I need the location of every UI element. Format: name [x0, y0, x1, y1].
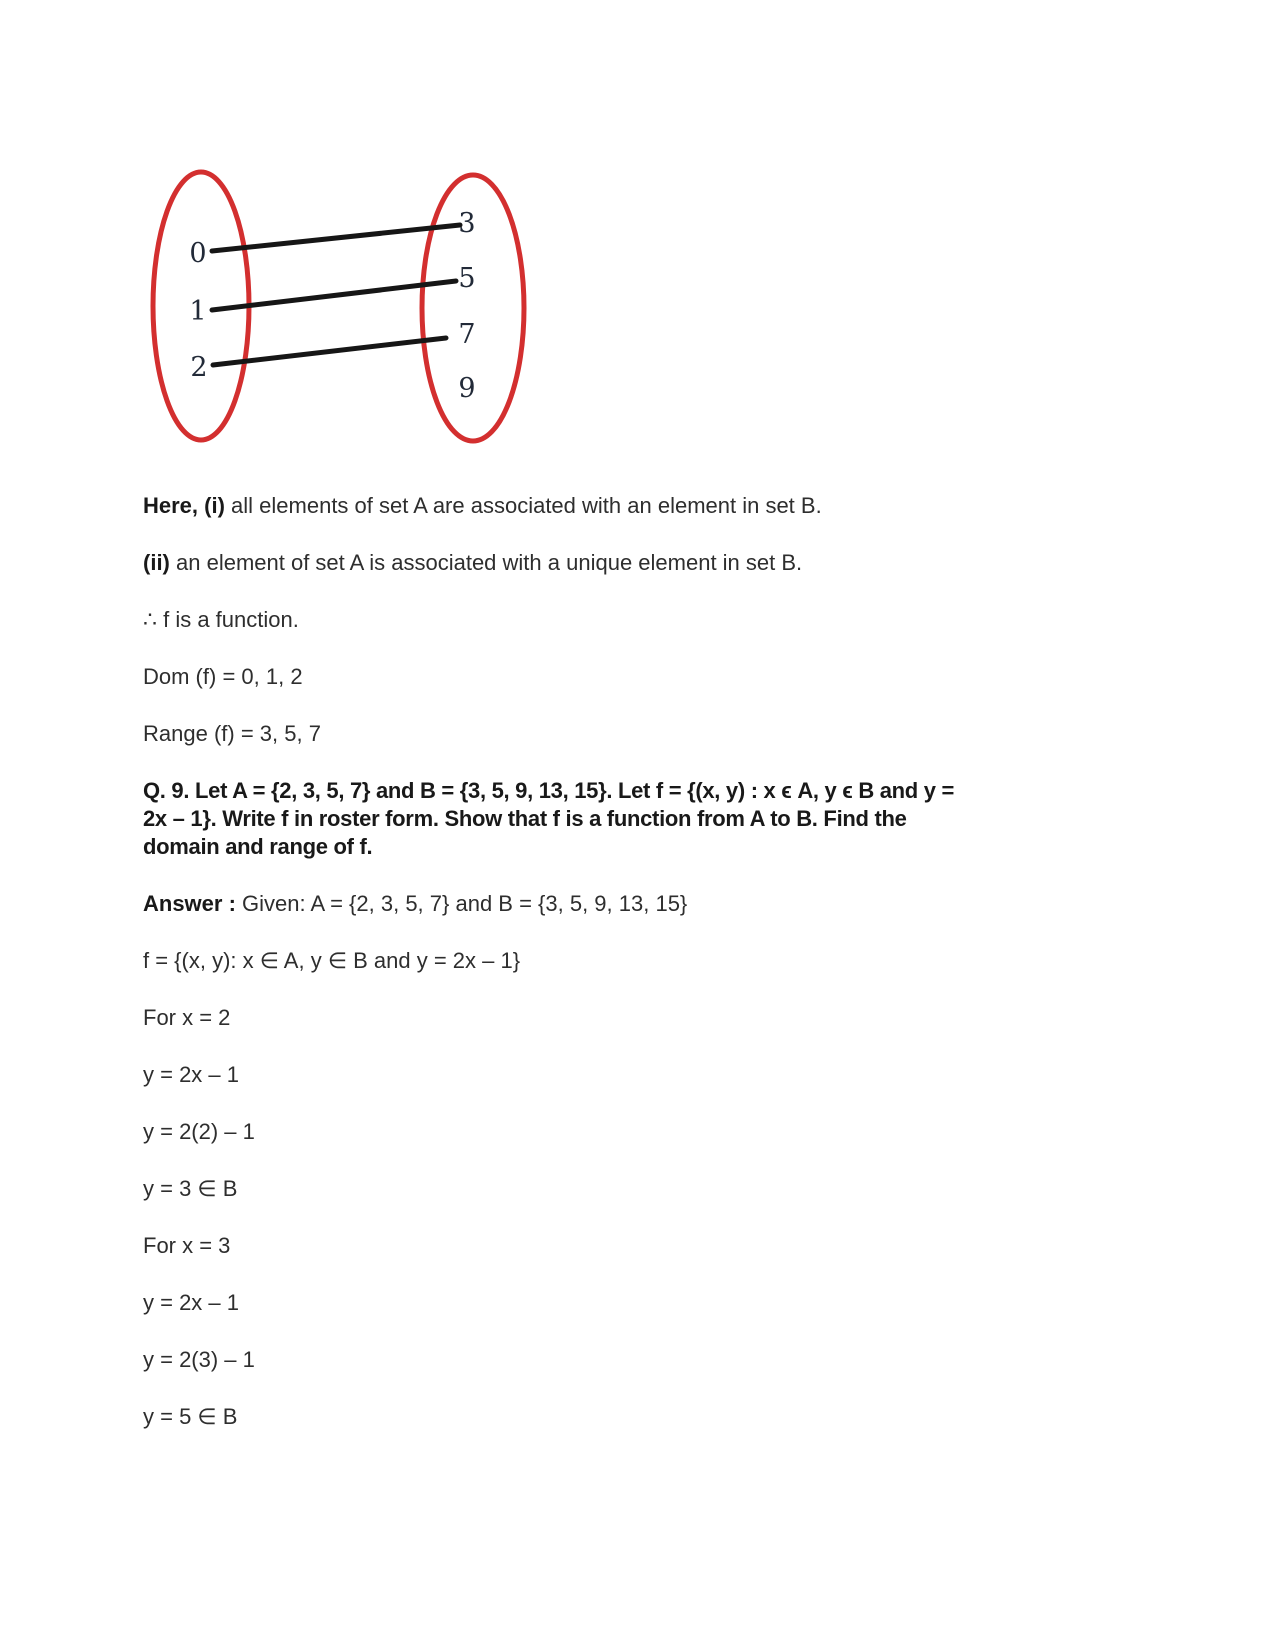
statement-ii-bold: (ii) [143, 550, 170, 575]
set-b-element-9: 9 [458, 373, 476, 404]
statement-here-i-text: all elements of set A are associated with an element in set B. [224, 493, 822, 518]
set-b-element-7: 7 [458, 319, 476, 350]
question-9-line-1: Q. 9. Let A = {2, 3, 5, 7} and B = {3, 5, 9, 13, 15}. Let f = {(x, y) : x ϵ A, y ϵ B and y = [143, 778, 955, 803]
domain-line: Dom (f) = 0, 1, 2 [143, 664, 303, 689]
mapping-diagram [0, 0, 600, 480]
statement-ii-text: an element of set A is associated with a unique element in set B. [169, 550, 803, 575]
conclusion-therefore: ∴ f is a function. [143, 607, 299, 632]
set-b-element-5: 5 [458, 263, 476, 294]
range-line: Range (f) = 3, 5, 7 [143, 721, 321, 746]
mapping-arrow-0-3 [212, 225, 460, 251]
statement-ii [143, 549, 1153, 577]
set-a-element-0: 0 [189, 238, 207, 269]
question-9 [143, 777, 1153, 861]
answer-step-y-2-3-1: y = 2(3) – 1 [143, 1347, 255, 1372]
answer-step-y-3-in-b: y = 3 ∈ B [143, 1176, 238, 1201]
question-9-line-3: domain and range of f. [143, 834, 373, 859]
set-a-element-1: 1 [189, 296, 207, 327]
answer-step-y-2x-1-a: y = 2x – 1 [143, 1062, 240, 1087]
set-a-element-2: 2 [190, 352, 208, 383]
answer-step-f-definition: f = {(x, y): x ∈ A, y ∈ B and y = 2x – 1} [143, 948, 521, 973]
question-9-line-2: 2x – 1}. Write f in roster form. Show that f is a function from A to B. Find the [143, 806, 907, 831]
answer-given-text: Given: A = {2, 3, 5, 7} and B = {3, 5, 9, 13, 15} [235, 891, 688, 916]
set-b-element-3: 3 [458, 208, 476, 239]
solution-text [143, 492, 1153, 1460]
statement-here-i-bold: Here, (i) [143, 493, 225, 518]
answer-given-line [143, 890, 1153, 918]
answer-step-for-x-3: For x = 3 [143, 1233, 231, 1258]
answer-step-y-5-in-b: y = 5 ∈ B [143, 1404, 238, 1429]
answer-step-y-2x-1-b: y = 2x – 1 [143, 1290, 240, 1315]
answer-label: Answer : [143, 891, 236, 916]
answer-step-y-2-2-1: y = 2(2) – 1 [143, 1119, 255, 1144]
statement-here-i [143, 492, 1153, 520]
answer-step-for-x-2: For x = 2 [143, 1005, 231, 1030]
